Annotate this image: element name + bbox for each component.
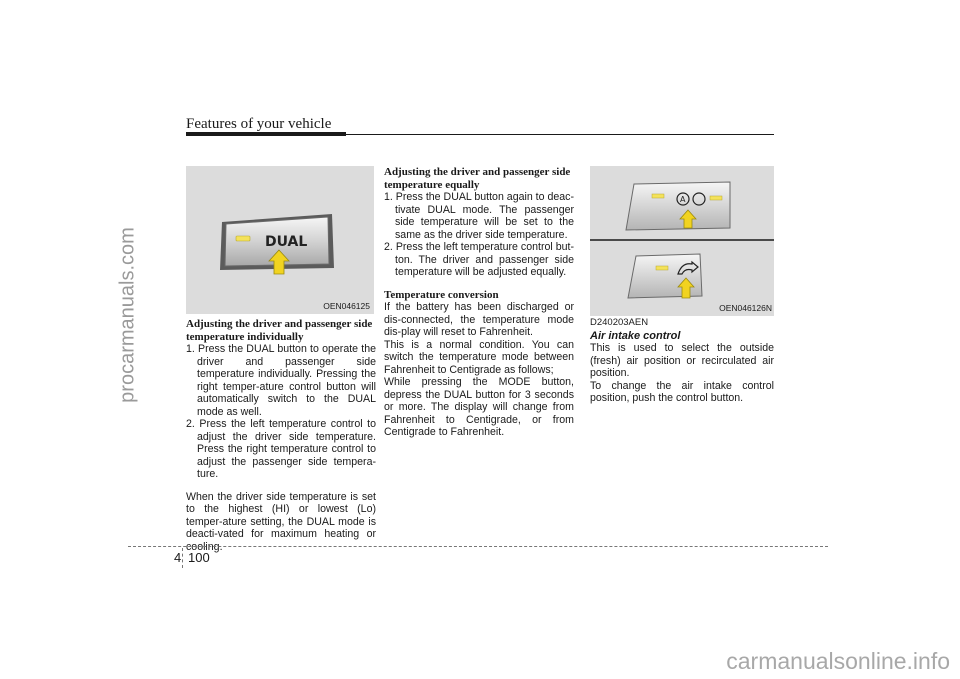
header-rule-thick <box>186 132 346 136</box>
figure-code: OEN046125 <box>323 301 370 311</box>
paragraph-dual-deactivation: When the driver side temperature is set to the highest (HI) or lowest (Lo) temper-ature setting, the DUAL mode is deacti-vated for maximum heating or cooling. <box>186 490 376 553</box>
column-right <box>590 317 774 405</box>
page-number: 100 <box>188 550 210 565</box>
dual-label: DUAL <box>265 234 308 250</box>
watermark-bottom: carmanualsonline.info <box>726 648 950 674</box>
paragraph: While pressing the MODE button, depress the DUAL button for 3 seconds or more. The display will change from Fahrenheit to Centigrade, or from Centigrade to Fahrenheit. <box>384 376 574 438</box>
subheading-temperature-conversion: Temperature conversion <box>384 288 499 301</box>
list-item: 2. Press the left temperature control but-ton. The driver and passenger side temperature will be adjusted equally. <box>384 241 574 278</box>
paragraph: To change the air intake control position, push the control button. <box>590 379 774 404</box>
list-item: 1. Press the DUAL button to operate the driver and passenger side temperature individually. Pressing the right temper-ature control button will automatically switch to the DUAL mode as well. <box>186 343 376 418</box>
dual-button-figure <box>186 166 374 314</box>
column-middle <box>384 166 574 439</box>
section-title: Features of your vehicle <box>186 116 332 132</box>
dual-button-illustration <box>186 166 374 314</box>
subheading-individual: Adjusting the driver and passenger side temperature individually <box>186 318 373 343</box>
list-item: 2. Press the left temperature control to adjust the driver side temperature. Press the right temperature control to adjust the passenger side tempera-ture. <box>186 418 376 480</box>
air-intake-illustration <box>590 166 774 316</box>
paragraph: If the battery has been discharged or dis-connected, the temperature mode dis-play will reset to Fahrenheit. <box>384 301 574 338</box>
paragraph: This is a normal condition. You can switch the temperature mode between Fahrenheit to Centigrade as follows; <box>384 338 574 376</box>
header-rule-thin <box>346 134 774 135</box>
air-intake-figure <box>590 166 774 316</box>
steps-individual <box>186 343 376 481</box>
section-code: D240203AEN <box>590 317 649 328</box>
footer-separator <box>182 548 183 568</box>
chapter-number: 4 <box>174 550 182 565</box>
figure-code: OEN046126N <box>719 303 772 313</box>
subheading-air-intake: Air intake control <box>590 329 681 342</box>
watermark-left: procarmanuals.com <box>116 227 139 403</box>
column-left <box>186 318 376 553</box>
steps-equal <box>384 191 574 279</box>
dual-indicator-light <box>236 236 250 241</box>
list-item: 1. Press the DUAL button again to deac-tivate DUAL mode. The passenger side temperature will be set to the same as the driver side temperature. <box>384 191 574 241</box>
subheading-equal: Adjusting the driver and passenger side temperature equally <box>384 166 571 191</box>
paragraph: This is used to select the outside (fresh) air position or recirculated air position. <box>590 342 774 379</box>
svg-text:A: A <box>680 195 686 204</box>
footer-rule <box>128 546 828 547</box>
